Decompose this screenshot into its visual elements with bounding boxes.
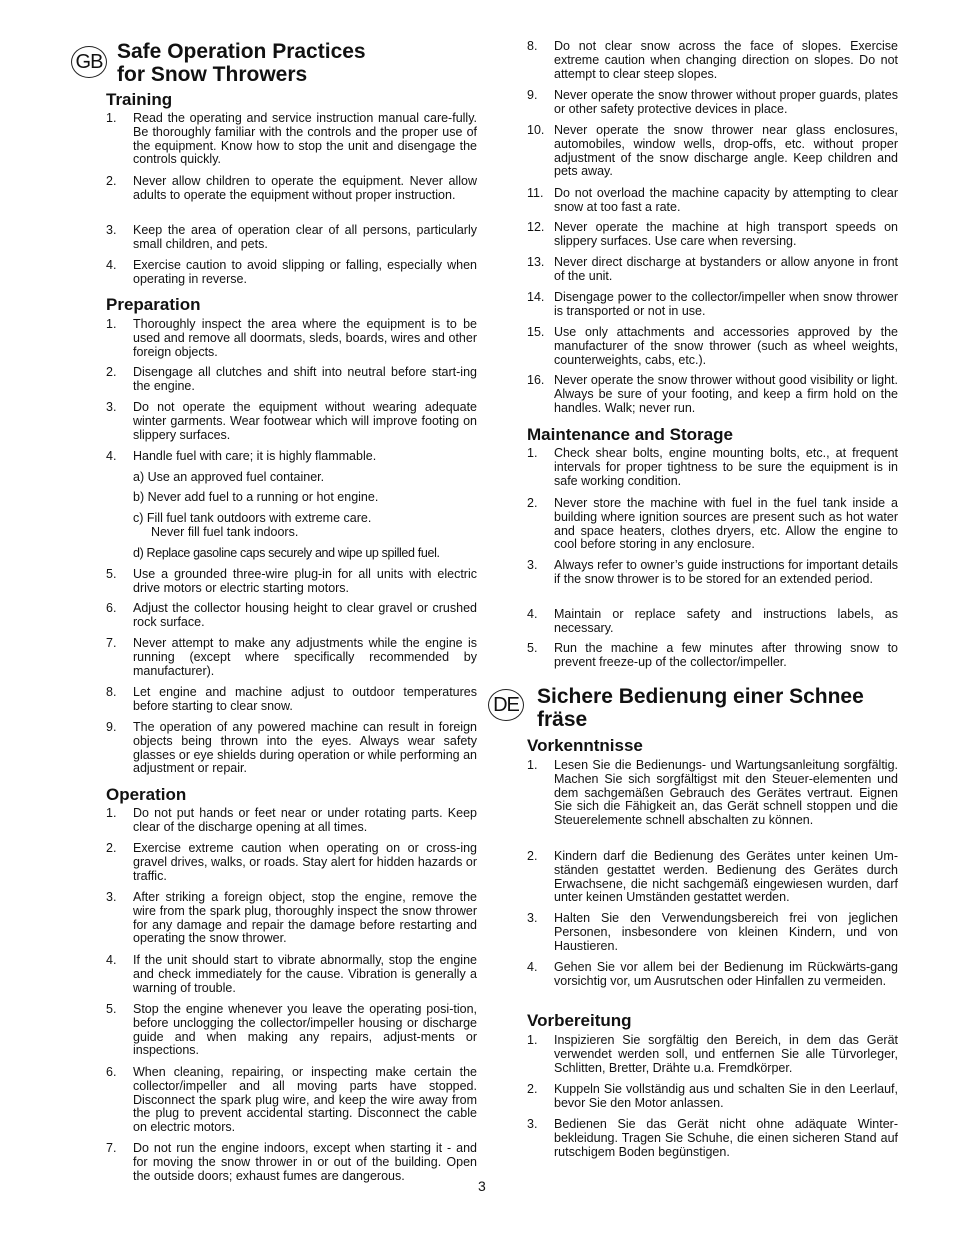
list-item-text: Do not put hands or feet near or under rotating parts. Keep clear of the discharge opening at all times.	[133, 806, 477, 834]
list-item-number: 3.	[106, 223, 117, 237]
list-item-number: 1.	[106, 111, 117, 125]
de-title	[537, 685, 864, 731]
de-title-line1: Sichere Bedienung einer Schnee	[537, 685, 864, 708]
list-item-number: 8.	[106, 685, 117, 699]
sub-list-item: Never fill fuel tank indoors.	[151, 525, 299, 539]
training-heading: Training	[106, 90, 173, 109]
list-item-text: Kindern darf die Bedienung des Gerätes unter keinen Um-ständen gestattet werden. Bedienung des Gerätes durch Erwachsene, die nicht sachgemäß eingewiesen wurden, darf unter keinen Umständen gestattet werden.	[554, 849, 898, 905]
list-item-number: 9.	[106, 720, 117, 734]
gb-title	[117, 40, 366, 86]
list-item-number: 7.	[106, 636, 117, 650]
list-item-number: 15.	[527, 325, 545, 339]
list-item-number: 1.	[527, 446, 538, 460]
list-item-number: 2.	[527, 1082, 538, 1096]
list-item-number: 5.	[106, 567, 117, 581]
list-item-text: Disengage power to the collector/impeller when snow thrower is transported or not in use.	[554, 290, 898, 318]
list-item-text: Stop the engine whenever you leave the operating posi-tion, before unclogging the collector/impeller housing or discharge guide and when making any repairs, adjust-ments or inspections.	[133, 1002, 477, 1058]
operation-heading: Operation	[106, 785, 187, 804]
list-item-number: 5.	[106, 1002, 117, 1016]
list-item-number: 1.	[527, 1033, 538, 1047]
list-item-number: 2.	[106, 174, 117, 188]
list-item-text: Run the machine a few minutes after throwing snow to prevent freeze-up of the collector/impeller.	[554, 641, 898, 669]
list-item-text: Adjust the collector housing height to clear gravel or crushed rock surface.	[133, 601, 477, 629]
list-item-number: 3.	[106, 890, 117, 904]
list-item-number: 5.	[527, 641, 538, 655]
list-item-number: 7.	[106, 1141, 117, 1155]
list-item-text: Check shear bolts, engine mounting bolts, etc., at frequent intervals for proper tightness to be sure the equipment is in safe working condition.	[554, 446, 898, 488]
list-item-text: When cleaning, repairing, or inspecting make certain the collector/impeller and all moving parts have stopped. Disconnect the spark plug wire, and keep the wire away from the plug to prevent accidental starting. Disconnect the cable on electric motors.	[133, 1065, 477, 1135]
list-item-number: 2.	[527, 849, 538, 863]
list-item-number: 14.	[527, 290, 545, 304]
list-item-text: Use a grounded three-wire plug-in for all units with electric drive motors or electric starting motors.	[133, 567, 477, 595]
list-item-number: 1.	[106, 317, 117, 331]
sub-list-item: c) Fill fuel tank outdoors with extreme care.	[133, 511, 372, 525]
list-item-number: 3.	[527, 911, 538, 925]
maintenance-heading: Maintenance and Storage	[527, 425, 733, 444]
list-item-text: Never attempt to make any adjustments while the engine is running (except where specifically recommended by manufacturer).	[133, 636, 477, 678]
list-item-number: 10.	[527, 123, 545, 137]
list-item-text: Never operate the snow thrower without proper guards, plates or other safety protective devices in place.	[554, 88, 898, 116]
list-item-number: 16.	[527, 373, 545, 387]
list-item-number: 9.	[527, 88, 538, 102]
gb-language-badge: GB	[71, 46, 107, 78]
list-item-text: Do not overload the machine capacity by attempting to clear snow at too fast a rate.	[554, 186, 898, 214]
list-item-text: Bedienen Sie das Gerät nicht ohne adäquate Winter-bekleidung. Tragen Sie Schuhe, die einen sicheren Stand auf rutschigem Boden begünstigen.	[554, 1117, 898, 1159]
list-item-number: 12.	[527, 220, 545, 234]
vorkenntnisse-heading: Vorkenntnisse	[527, 736, 643, 755]
vorbereitung-heading: Vorbereitung	[527, 1011, 632, 1030]
list-item-text: Gehen Sie vor allem bei der Bedienung im Rückwärts-gang vorsichtig vor, um Ausrutschen oder Hinfallen zu vermeiden.	[554, 960, 898, 988]
preparation-heading: Preparation	[106, 295, 201, 314]
list-item-number: 6.	[106, 601, 117, 615]
list-item-number: 2.	[106, 365, 117, 379]
list-item-text: Do not operate the equipment without wearing adequate winter garments. Wear footwear which will improve footing on slippery surfaces.	[133, 400, 477, 442]
list-item-text: Handle fuel with care; it is highly flammable.	[133, 449, 377, 463]
list-item-number: 4.	[527, 607, 538, 621]
list-item-number: 3.	[106, 400, 117, 414]
gb-title-line1: Safe Operation Practices	[117, 40, 366, 63]
list-item-text: Keep the area of operation clear of all persons, particularly small children, and pets.	[133, 223, 477, 251]
page-number: 3	[478, 1178, 486, 1194]
list-item-number: 1.	[106, 806, 117, 820]
list-item-text: Maintain or replace safety and instructions labels, as necessary.	[554, 607, 898, 635]
de-title-line2: fräse	[537, 708, 588, 731]
list-item-text: Use only attachments and accessories approved by the manufacturer of the snow thrower (such as wheel weights, counterweights, cabs, etc.).	[554, 325, 898, 367]
list-item-text: After striking a foreign object, stop the engine, remove the wire from the spark plug, thoroughly inspect the snow thrower for any damage and repair the damage before restarting and operating the snow thrower.	[133, 890, 477, 946]
sub-list-item: d) Replace gasoline caps securely and wipe up spilled fuel.	[133, 546, 440, 560]
list-item-text: Do not clear snow across the face of slopes. Exercise extreme caution when changing direction on slopes. Do not attempt to clear steep slopes.	[554, 39, 898, 81]
list-item-number: 4.	[106, 258, 117, 272]
list-item-text: Exercise extreme caution when operating on or cross-ing gravel drives, walks, or roads. Stay alert for hidden hazards or traffic.	[133, 841, 477, 883]
list-item-number: 2.	[106, 841, 117, 855]
list-item-number: 6.	[106, 1065, 117, 1079]
list-item-text: Always refer to owner’s guide instructions for important details if the snow thrower is to be stored for an extended period.	[554, 558, 898, 586]
list-item-text: Inspizieren Sie sorgfältig den Bereich, in dem das Gerät verwendet werden soll, und entfernen Sie alle Türvorleger, Schlitten, Bretter, Drähte u.a. Fremdkörper.	[554, 1033, 898, 1075]
list-item-text: Exercise caution to avoid slipping or falling, especially when operating in reverse.	[133, 258, 477, 286]
list-item-number: 4.	[106, 449, 117, 463]
sub-list-item: b) Never add fuel to a running or hot engine.	[133, 490, 379, 504]
list-item-number: 8.	[527, 39, 538, 53]
list-item-text: Do not run the engine indoors, except when starting it - and for moving the snow thrower in or out of the building. Open the outside doors; exhaust fumes are dangerous.	[133, 1141, 477, 1183]
sub-list-item: a) Use an approved fuel container.	[133, 470, 325, 484]
list-item-text: The operation of any powered machine can result in foreign objects being thrown into the eyes. Always wear safety glasses or eye shields during operation or while performing an adjustment or repair.	[133, 720, 477, 776]
list-item-text: Disengage all clutches and shift into neutral before start-ing the engine.	[133, 365, 477, 393]
list-item-text: Never store the machine with fuel in the fuel tank inside a building where ignition sources are present such as hot water and space heaters, clothes dryers, etc. Allow the engine to cool before storing in any enclosure.	[554, 496, 898, 552]
list-item-text: If the unit should start to vibrate abnormally, stop the engine and check immediately for the cause. Vibration is generally a warning of trouble.	[133, 953, 477, 995]
list-item-text: Lesen Sie die Bedienungs- und Wartungsanleitung sorgfältig. Machen Sie sich sorgfältigst mit den Steuer-elementen und dem sachgemäßen Gebrauch des Gerätes vertraut. Eignen Sie sich die Fähigkeit an, das Gerät schnell stoppen und die Steuerelemente schnell abschalten zu können.	[554, 758, 898, 828]
list-item-text: Halten Sie den Verwendungsbereich frei von jeglichen Personen, insbesondere von kleinen Kindern, und von Haustieren.	[554, 911, 898, 953]
list-item-number: 3.	[527, 558, 538, 572]
list-item-text: Never operate the snow thrower near glass enclosures, automobiles, window wells, drop-offs, etc. without proper adjustment of the snow discharge angle. Keep children and pets away.	[554, 123, 898, 179]
list-item-text: Read the operating and service instruction manual care-fully. Be thoroughly familiar with the controls and the proper use of the equipment. Know how to stop the unit and disengage the controls quickly.	[133, 111, 477, 167]
list-item-text: Let engine and machine adjust to outdoor temperatures before starting to clear snow.	[133, 685, 477, 713]
list-item-text: Never direct discharge at bystanders or allow anyone in front of the unit.	[554, 255, 898, 283]
list-item-text: Kuppeln Sie vollständig aus und schalten Sie in den Leerlauf, bevor Sie den Motor anlassen.	[554, 1082, 898, 1110]
list-item-number: 2.	[527, 496, 538, 510]
list-item-text: Never allow children to operate the equipment. Never allow adults to operate the equipment without proper instruction.	[133, 174, 477, 202]
list-item-text: Thoroughly inspect the area where the equipment is to be used and remove all doormats, sleds, boards, wires and other foreign objects.	[133, 317, 477, 359]
gb-title-line2: for Snow Throwers	[117, 63, 308, 86]
list-item-number: 4.	[106, 953, 117, 967]
list-item-number: 4.	[527, 960, 538, 974]
list-item-number: 11.	[527, 186, 544, 200]
de-language-badge: DE	[488, 689, 524, 721]
list-item-text: Never operate the snow thrower without good visibility or light. Always be sure of your footing, and keep a firm hold on the handles. Walk; never run.	[554, 373, 898, 415]
list-item-number: 13.	[527, 255, 545, 269]
list-item-text: Never operate the machine at high transport speeds on slippery surfaces. Use care when reversing.	[554, 220, 898, 248]
list-item-number: 3.	[527, 1117, 538, 1131]
list-item-number: 1.	[527, 758, 538, 772]
